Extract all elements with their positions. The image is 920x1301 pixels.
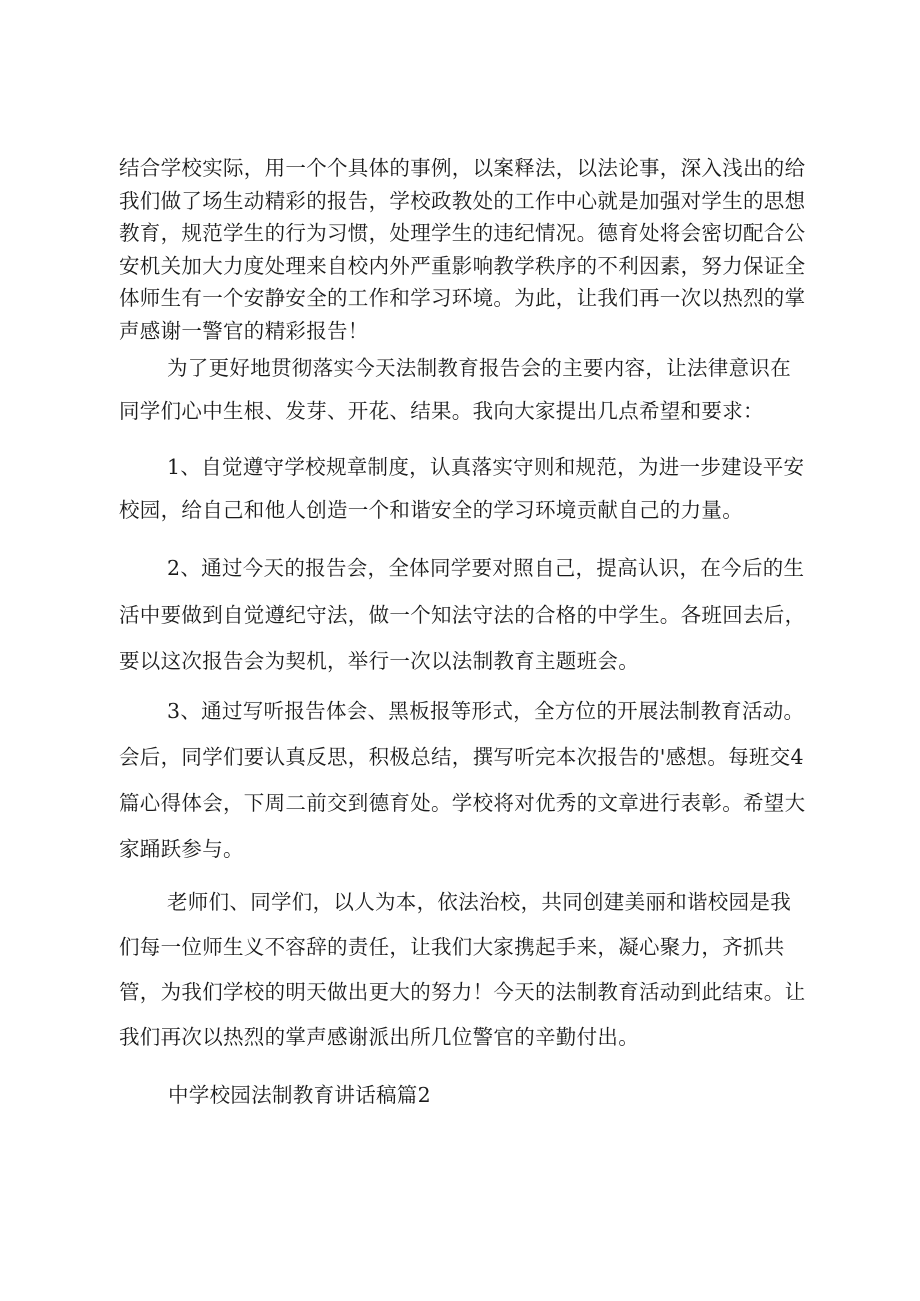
paragraph-closing: 老师们、同学们，以人为本，依法治校，共同创建美丽和谐校园是我们每一位师生义不容辞的责任，让我们大家携起手来，凝心聚力，齐抓共管，为我们学校的明天做出更大的努力！今天的法制教育活动到此结束。让我们再次以热烈的掌声感谢派出所几位警官的辛勤付出。 xyxy=(119,890,806,1049)
section-heading: 中学校园法制教育讲话稿篇2 xyxy=(168,1083,431,1107)
paragraph-item-3: 3、通过写听报告体会、黑板报等形式，全方位的开展法制教育活动。会后，同学们要认真反思，积极总结，撰写听完本次报告的'感想。每班交4篇心得体会，下周二前交到德育处。学校将对优秀的文章进行表彰。希望大家踊跃参与。 xyxy=(119,699,806,861)
paragraph-purpose: 为了更好地贯彻落实今天法制教育报告会的主要内容，让法律意识在同学们心中生根、发芽、开花、结果。我向大家提出几点希望和要求： xyxy=(119,356,791,423)
paragraph-item-1: 1、自觉遵守学校规章制度，认真落实守则和规范，为进一步建设平安校园，给自己和他人创造一个和谐安全的学习环境贡献自己的力量。 xyxy=(119,455,805,522)
paragraph-intro: 结合学校实际，用一个个具体的事例，以案释法，以法论事，深入浅出的给我们做了场生动精彩的报告，学校政教处的工作中心就是加强对学生的思想教育，规范学生的行为习惯，处理学生的违纪情况。德育处将会密切配合公安机关加大力度处理来自校内外严重影响教学秩序的不利因素，努力保证全体师生有一个安静安全的工作和学习环境。为此，让我们再一次以热烈的掌声感谢一警官的精彩报告！ xyxy=(119,156,806,343)
paragraph-item-2: 2、通过今天的报告会，全体同学要对照自己，提高认识，在今后的生活中要做到自觉遵纪守法，做一个知法守法的合格的中学生。各班回去后，要以这次报告会为契机，举行一次以法制教育主题班会。 xyxy=(119,556,806,673)
